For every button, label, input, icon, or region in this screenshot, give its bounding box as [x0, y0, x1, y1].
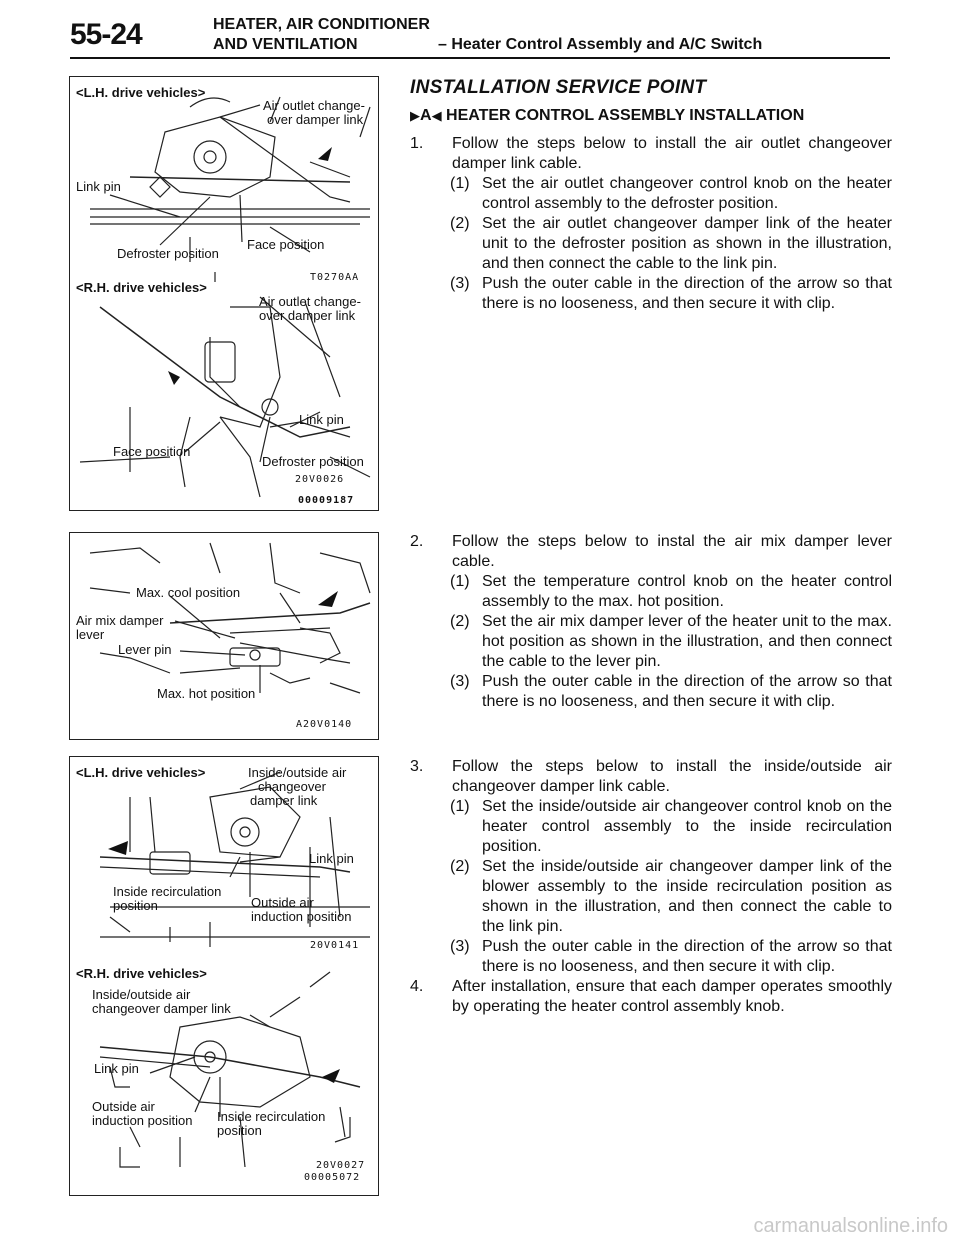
fig2-code: A20V0140 — [296, 719, 353, 730]
step-2-sub-1: (1) Set the temperature control knob on the heater control assembly to the max. hot position. — [450, 573, 892, 610]
fig2-lever-pin-label: Lever pin — [118, 642, 172, 657]
fig1-rh-damper-link-label-line2: over damper link — [259, 308, 356, 323]
fig3-lh-damper-link-label-line1: Inside/outside air — [248, 765, 347, 780]
fig1-lh-link-pin-label: Link pin — [76, 179, 121, 194]
subsection-title: – Heater Control Assembly and A/C Switch — [438, 36, 763, 53]
step-4: 4. After installation, ensure that each damper operates smoothly by operating the heater control assembly knob. — [410, 978, 892, 1015]
text-block-1 — [410, 78, 892, 314]
right-triangle-icon: ▶ — [410, 108, 420, 123]
figure-inside-outside-damper — [69, 756, 379, 1196]
step-1-sub-2: (2) Set the air outlet changeover damper link of the heater unit to the defroster position as shown in the illustration, and then connect the cable to the link pin. — [450, 215, 892, 272]
fig1-rh-damper-link-label-line1: Air outlet change- — [259, 294, 361, 309]
fig2-max-hot-label: Max. hot position — [157, 686, 256, 701]
fig3-rh-inside-label-line2: position — [217, 1123, 262, 1138]
fig3-rh-outside-label-line1: Outside air — [92, 1099, 155, 1114]
subsection-heading-text: HEATER CONTROL ASSEMBLY INSTALLATION — [446, 107, 805, 124]
fig1-lh-defroster-label: Defroster position — [117, 246, 219, 261]
step-1-sub-1: (1) Set the air outlet changeover control knob on the heater control assembly to the defroster position. — [450, 175, 892, 212]
figure-air-mix-drawing — [70, 533, 378, 739]
fig3-rh-damper-link-label-line2: changeover damper link — [92, 1001, 231, 1016]
fig2-air-mix-lever-label-line2: lever — [76, 627, 105, 642]
step-3-sub-1: (1) Set the inside/outside air changeover control knob on the heater control assembly to the inside recirculation position. — [450, 798, 892, 855]
fig1-lh-title: <L.H. drive vehicles> — [76, 85, 206, 100]
fig3-rh-link-pin-label: Link pin — [94, 1061, 139, 1076]
fig3-lh-damper-link-label-line3: damper link — [250, 793, 318, 808]
fig1-rh-face-label: Face position — [113, 444, 191, 459]
fig3-lh-inside-label-line1: Inside recirculation — [113, 884, 222, 899]
fig1-lh-damper-link-label-line1: Air outlet change- — [263, 98, 365, 113]
section-title-line2: AND VENTILATION — [213, 36, 358, 53]
fig1-rh-link-pin-label: Link pin — [299, 412, 344, 427]
step-1-sub-3: (3) Push the outer cable in the direction of the arrow so that there is no looseness, and then secure it with clip. — [450, 275, 892, 312]
fig1-rh-code: 20V0026 — [295, 474, 345, 485]
text-block-3 — [410, 757, 892, 1017]
section-heading: INSTALLATION SERVICE POINT — [410, 77, 707, 98]
step-3: 3. Follow the steps below to install the inside/outside air changeover damper link cable. — [410, 758, 892, 795]
figure-air-mix-damper — [69, 532, 379, 740]
text-block-2 — [410, 532, 892, 712]
watermark: carmanualsonline.info — [753, 1215, 948, 1237]
fig3-lh-link-pin-label: Link pin — [309, 851, 354, 866]
step-2-sub-3: (3) Push the outer cable in the direction of the arrow so that there is no looseness, and then secure it with clip. — [450, 673, 892, 710]
fig3-lh-title: <L.H. drive vehicles> — [76, 765, 206, 780]
fig1-lh-damper-link-label-line2: over damper link — [267, 112, 364, 127]
fig1-rh-title: <R.H. drive vehicles> — [76, 280, 207, 295]
section-title-line1: HEATER, AIR CONDITIONER — [213, 16, 430, 33]
fig2-air-mix-lever-label-line1: Air mix damper — [76, 613, 164, 628]
step-3-sub-3: (3) Push the outer cable in the direction of the arrow so that there is no looseness, and then secure it with clip. — [450, 938, 892, 975]
page-number: 55-24 — [70, 18, 142, 51]
left-triangle-icon: ◀ — [431, 108, 442, 123]
fig3-rh-outside-label-line2: induction position — [92, 1113, 193, 1128]
fig1-lh-code: T0270AA — [310, 272, 360, 283]
fig2-max-cool-label: Max. cool position — [136, 585, 241, 600]
header-rule — [70, 57, 890, 59]
step-1: 1. Follow the steps below to install the air outlet changeover damper link cable. — [410, 135, 892, 172]
fig3-lh-outside-label-line2: induction position — [251, 909, 352, 924]
fig3-lh-outside-label-line1: Outside air — [251, 895, 314, 910]
fig3-rh-title: <R.H. drive vehicles> — [76, 966, 207, 981]
figure-air-outlet-damper — [69, 76, 379, 511]
fig1-lh-face-label: Face position — [247, 237, 325, 252]
service-point-marker: A — [420, 107, 432, 124]
fig3-figure-code: 00005072 — [304, 1172, 361, 1183]
fig1-figure-code: 00009187 — [298, 495, 355, 506]
step-2-sub-2: (2) Set the air mix damper lever of the heater unit to the max. hot position as shown in the illustration, and then connect the cable to the lever pin. — [450, 613, 892, 670]
subsection-heading — [410, 106, 892, 126]
fig3-lh-inside-label-line2: position — [113, 898, 158, 913]
step-3-sub-2: (2) Set the inside/outside air changeover damper link of the blower assembly to the inside recirculation position as shown in the illustration, and then connect the cable to the link pin. — [450, 858, 892, 935]
fig3-lh-code: 20V0141 — [310, 940, 360, 951]
fig3-rh-damper-link-label-line1: Inside/outside air — [92, 987, 191, 1002]
fig3-lh-damper-link-label-line2: changeover — [258, 779, 326, 794]
step-2: 2. Follow the steps below to instal the air mix damper lever cable. — [410, 533, 892, 570]
fig1-rh-defroster-label: Defroster position — [262, 454, 364, 469]
fig3-rh-inside-label-line1: Inside recirculation — [217, 1109, 326, 1124]
fig3-rh-code: 20V0027 — [316, 1160, 366, 1171]
page-header — [70, 10, 890, 58]
